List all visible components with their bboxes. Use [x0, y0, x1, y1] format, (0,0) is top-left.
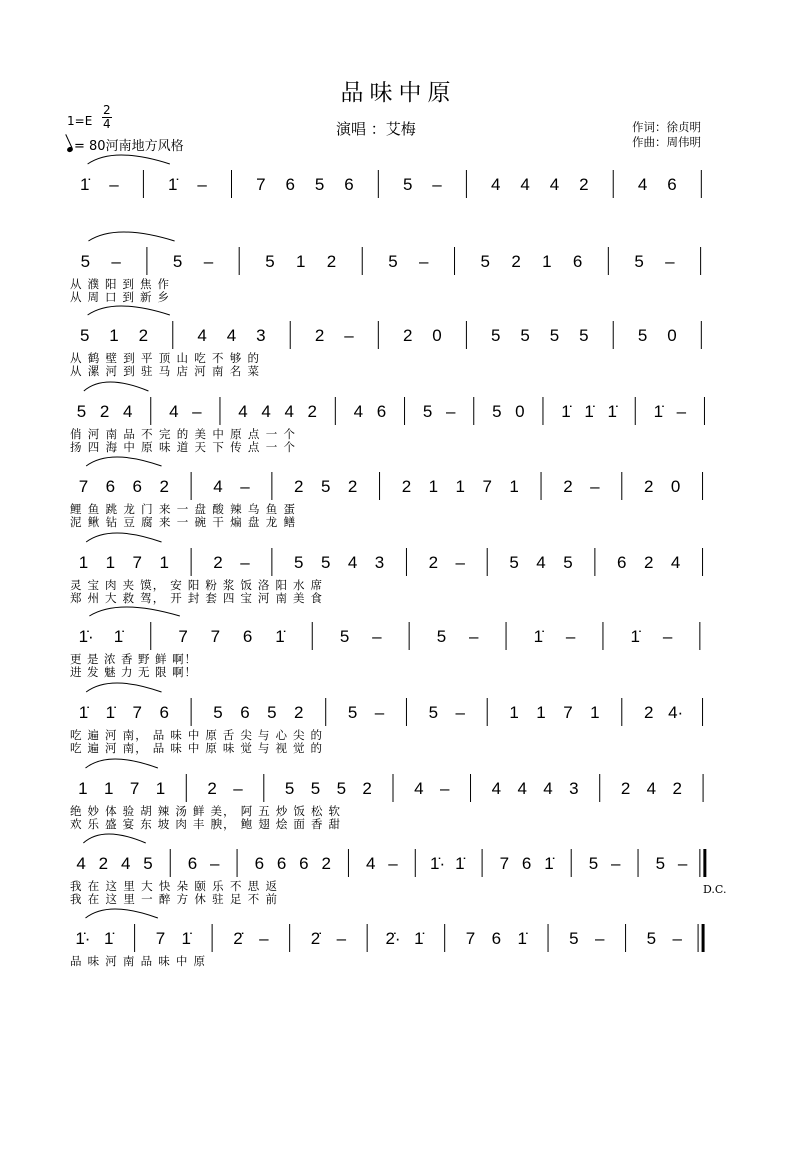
note: 4: [670, 553, 681, 572]
dash-mark: –: [590, 477, 600, 496]
dash-mark: –: [240, 553, 250, 572]
note: 1̇·: [78, 627, 94, 646]
note: 6: [242, 627, 253, 646]
dash-mark: –: [565, 627, 576, 646]
note: 1̇: [653, 402, 664, 421]
note: 5: [563, 553, 573, 572]
note: 1̇: [79, 175, 90, 194]
dash-mark: –: [210, 854, 220, 873]
dash-mark: –: [233, 779, 243, 798]
note: 7: [210, 627, 221, 646]
lyric-line: 我 在 这 里 大 快 朵 颐 乐 不 思 返: [70, 879, 277, 893]
note: 4·: [668, 703, 684, 722]
note: 2: [563, 477, 573, 496]
lyric-line: 吃 遍 河 南， 品 味 中 原 舌 尖 与 心 尖 的: [70, 728, 322, 742]
note: 2: [401, 477, 412, 496]
note: 4: [365, 854, 376, 873]
note: 7: [78, 477, 89, 496]
dash-mark: –: [672, 929, 682, 948]
note: 5: [388, 252, 398, 271]
lyric-line: 鲤 鱼 跳 龙 门 来 一 盘 酸 辣 乌 鱼 蛋: [70, 502, 295, 516]
note: 7: [178, 627, 188, 646]
note: 1: [78, 553, 89, 572]
lyric-line: 我 在 这 里 一 醉 方 休 驻 足 不 前: [70, 892, 277, 906]
dash-mark: –: [203, 252, 214, 271]
note: 6: [667, 175, 677, 194]
note: 2: [307, 402, 317, 421]
dash-mark: –: [665, 252, 675, 271]
note: 4: [261, 402, 271, 421]
note: 7: [465, 929, 476, 948]
note: 2: [294, 703, 304, 722]
note: 7: [482, 477, 492, 496]
time-signature-bottom: 4: [103, 117, 111, 131]
lyric-line: 品 味 河 南 品 味 中 原: [70, 954, 205, 968]
note: 5: [310, 779, 321, 798]
note: 4: [646, 779, 657, 798]
note: 2: [314, 326, 325, 345]
note: 7: [132, 703, 143, 722]
lyric-line: 郑 州 大 救 驾， 开 封 套 四 宝 河 南 美 食: [70, 591, 322, 605]
slur-arc: [86, 909, 158, 918]
lyric-line: 俏 河 南 品 不 完 的 美 中 原 点 一 个: [70, 427, 295, 441]
slur-arc: [86, 759, 158, 768]
dash-mark: –: [432, 175, 442, 194]
note: 5: [588, 854, 599, 873]
note: 5: [646, 929, 657, 948]
note: 3: [569, 779, 579, 798]
lyric-line: 灵 宝 肉 夹 馍， 安 阳 粉 浆 饭 洛 阳 水 席: [70, 578, 322, 592]
note: 1̇: [168, 175, 178, 194]
note: 4: [491, 175, 501, 194]
note: 5: [172, 252, 183, 271]
note: 0: [670, 477, 681, 496]
note: 1̇: [414, 929, 424, 948]
dash-mark: –: [439, 779, 450, 798]
note: 1̇: [105, 703, 116, 722]
note: 2: [511, 252, 521, 271]
note: 5: [569, 929, 579, 948]
note: 5: [79, 326, 90, 345]
note: 1̇: [455, 854, 465, 873]
note: 1: [509, 703, 519, 722]
note: 2: [643, 553, 654, 572]
note: 1: [105, 553, 116, 572]
dash-mark: –: [469, 627, 479, 646]
singer-credit: 演唱 ：艾梅: [336, 120, 416, 138]
slur-arc: [86, 683, 161, 692]
note: 2̇·: [385, 929, 401, 948]
note: 4: [284, 402, 294, 421]
note: 2: [620, 779, 631, 798]
dash-mark: –: [192, 402, 202, 421]
note: 6: [491, 929, 502, 948]
note: 3: [256, 326, 266, 345]
da-capo-mark: D.C.: [703, 883, 727, 896]
style-label: 河南地方风格: [105, 139, 184, 154]
slur-arc: [89, 607, 179, 616]
dash-mark: –: [240, 477, 250, 496]
note: 5: [422, 402, 433, 421]
lyric-line: 进 发 魅 力 无 限 啊！: [70, 665, 196, 679]
note: 4: [169, 402, 179, 421]
note: 6: [344, 175, 354, 194]
note: 1̇: [607, 402, 617, 421]
dash-mark: –: [344, 326, 354, 345]
note: 1: [155, 779, 166, 798]
note: 1̇: [275, 627, 285, 646]
note: 4: [549, 175, 560, 194]
lyric-line: 从 周 口 到 新 乡: [70, 290, 169, 304]
note: 5: [80, 252, 91, 271]
note: 4: [76, 854, 86, 873]
note: 5: [428, 703, 439, 722]
lyric-line: 泥 鳅 钻 豆 腐 来 一 碗 干 煸 盘 龙 鳝: [70, 515, 295, 529]
dash-mark: –: [419, 252, 429, 271]
note: 6: [254, 854, 265, 873]
dash-mark: –: [662, 627, 673, 646]
note: 1̇: [561, 402, 571, 421]
note: 2: [643, 703, 654, 722]
dash-mark: –: [455, 703, 466, 722]
note: 2: [98, 854, 109, 873]
note: 5: [213, 703, 223, 722]
slur-arc: [86, 457, 161, 466]
note: 6: [132, 477, 143, 496]
tempo-value: = 80: [74, 139, 106, 154]
note: 2: [159, 477, 169, 496]
dash-mark: –: [445, 402, 456, 421]
note: 5: [520, 326, 530, 345]
note: 5: [549, 326, 560, 345]
lyric-line: 绝 妙 体 验 胡 辣 汤 鲜 美， 阿 五 炒 饭 松 软: [70, 804, 340, 818]
note: 4: [536, 553, 546, 572]
note: 1̇·: [75, 929, 91, 948]
note: 1: [542, 252, 552, 271]
lyric-line: 吃 遍 河 南， 品 味 中 原 味 觉 与 视 觉 的: [70, 741, 322, 755]
note: 6: [521, 854, 532, 873]
note: 5: [143, 854, 153, 873]
note: 0: [432, 326, 442, 345]
note: 1: [428, 477, 439, 496]
lyricist-credit: 作词：徐贞明: [632, 120, 701, 134]
note: 2: [579, 175, 589, 194]
note: 5: [320, 553, 331, 572]
note: 5: [402, 175, 413, 194]
key-signature: 1=E: [67, 114, 93, 128]
note: 1: [295, 252, 306, 271]
note: 2: [321, 854, 331, 873]
note: 7: [563, 703, 573, 722]
note: 6: [376, 402, 387, 421]
lyric-line: 更 是 浓 香 野 鲜 啊！: [70, 652, 196, 666]
note: 5: [655, 854, 666, 873]
slur-arc: [88, 232, 174, 241]
lyric-line: 从 濮 阳 到 焦 作: [70, 277, 169, 291]
dash-mark: –: [336, 929, 347, 948]
dash-mark: –: [388, 854, 398, 873]
dash-mark: –: [594, 929, 605, 948]
note: 0: [667, 326, 677, 345]
note: 4: [414, 779, 424, 798]
note: 1̇: [78, 703, 89, 722]
note: 7: [256, 175, 266, 194]
note: 4: [543, 779, 553, 798]
note: 5: [579, 326, 589, 345]
dash-mark: –: [111, 252, 121, 271]
note: 6: [105, 477, 116, 496]
note: 4: [226, 326, 237, 345]
lyric-line: 从 鹤 壁 到 平 顶 山 吃 不 够 的: [70, 351, 259, 365]
note: 0: [515, 402, 525, 421]
note: 4: [520, 175, 530, 194]
note: 1̇: [181, 929, 192, 948]
dash-mark: –: [676, 402, 687, 421]
note: 2: [643, 477, 654, 496]
note: 5: [294, 553, 304, 572]
note: 6: [572, 252, 583, 271]
note: 6: [159, 703, 169, 722]
note: 5: [637, 326, 648, 345]
slur-arc: [83, 834, 145, 843]
note: 4: [353, 402, 364, 421]
note: 7: [129, 779, 140, 798]
note: 5: [509, 553, 519, 572]
dash-mark: –: [455, 553, 466, 572]
composer-credit: 作曲：周伟明: [632, 135, 701, 149]
note: 2: [362, 779, 372, 798]
note: 1: [104, 779, 114, 798]
slur-arc: [86, 533, 161, 542]
note: 1: [78, 779, 88, 798]
note: 2: [402, 326, 413, 345]
note: 2̇: [233, 929, 243, 948]
note: 5: [491, 326, 501, 345]
dash-mark: –: [109, 175, 119, 194]
note: 6: [240, 703, 250, 722]
note: 5: [336, 779, 347, 798]
dash-mark: –: [197, 175, 207, 194]
note: 1: [509, 477, 519, 496]
note: 5: [436, 627, 447, 646]
note: 6: [617, 553, 627, 572]
note: 1: [590, 703, 600, 722]
note: 5: [284, 779, 295, 798]
note: 1: [536, 703, 546, 722]
note: 4: [637, 175, 648, 194]
dash-mark: –: [374, 703, 385, 722]
note: 6: [276, 854, 287, 873]
note: 5: [76, 402, 87, 421]
note: 4: [120, 854, 131, 873]
note: 2: [428, 553, 439, 572]
time-signature-top: 2: [103, 103, 111, 117]
song-title: 品味中原: [340, 80, 457, 106]
note: 2: [326, 252, 337, 271]
note: 2: [138, 326, 149, 345]
note: 6: [299, 854, 309, 873]
dash-mark: –: [677, 854, 688, 873]
note: 2: [213, 553, 223, 572]
note: 2: [672, 779, 682, 798]
note: 4: [491, 779, 502, 798]
note: 7: [155, 929, 166, 948]
note: 1: [109, 326, 119, 345]
dash-mark: –: [372, 627, 382, 646]
note: 2: [99, 402, 110, 421]
note: 5: [320, 477, 331, 496]
note: 1: [455, 477, 466, 496]
note: 4: [347, 553, 358, 572]
lyric-line: 从 漯 河 到 驻 马 店 河 南 名 菜: [70, 364, 259, 378]
note: 1̇: [630, 627, 640, 646]
note: 2̇: [310, 929, 321, 948]
note: 5: [492, 402, 502, 421]
slur-arc: [88, 306, 170, 315]
note: 2: [294, 477, 304, 496]
lyric-line: 扬 四 海 中 原 味 道 天 下 传 点 一 个: [70, 440, 295, 454]
note: 1̇: [517, 929, 527, 948]
note: 4: [517, 779, 527, 798]
note: 2: [207, 779, 217, 798]
lyric-line: 欢 乐 盛 宴 东 坡 肉 丰 腴， 鲍 翅 烩 面 香 甜: [70, 817, 340, 831]
note: 1̇: [533, 627, 544, 646]
note: 1̇: [104, 929, 114, 948]
note: 6: [187, 854, 198, 873]
note: 5: [265, 252, 275, 271]
note: 5: [480, 252, 491, 271]
note: 1: [159, 553, 169, 572]
note: 5: [267, 703, 277, 722]
slur-arc: [88, 155, 170, 164]
note: 4: [238, 402, 248, 421]
note: 1̇: [584, 402, 594, 421]
note: 4: [122, 402, 133, 421]
note: 1̇·: [429, 854, 446, 873]
dash-mark: –: [259, 929, 269, 948]
note: 6: [285, 175, 295, 194]
note: 1̇: [113, 627, 124, 646]
note: 7: [499, 854, 510, 873]
note: 1̇: [544, 854, 554, 873]
note: 5: [339, 627, 350, 646]
note: 4: [213, 477, 223, 496]
note: 5: [634, 252, 644, 271]
dash-mark: –: [611, 854, 621, 873]
note: 2: [347, 477, 358, 496]
note: 5: [314, 175, 325, 194]
note: 3: [374, 553, 385, 572]
note: 5: [347, 703, 358, 722]
note: 7: [132, 553, 143, 572]
note: 4: [197, 326, 207, 345]
slur-arc: [84, 382, 149, 391]
